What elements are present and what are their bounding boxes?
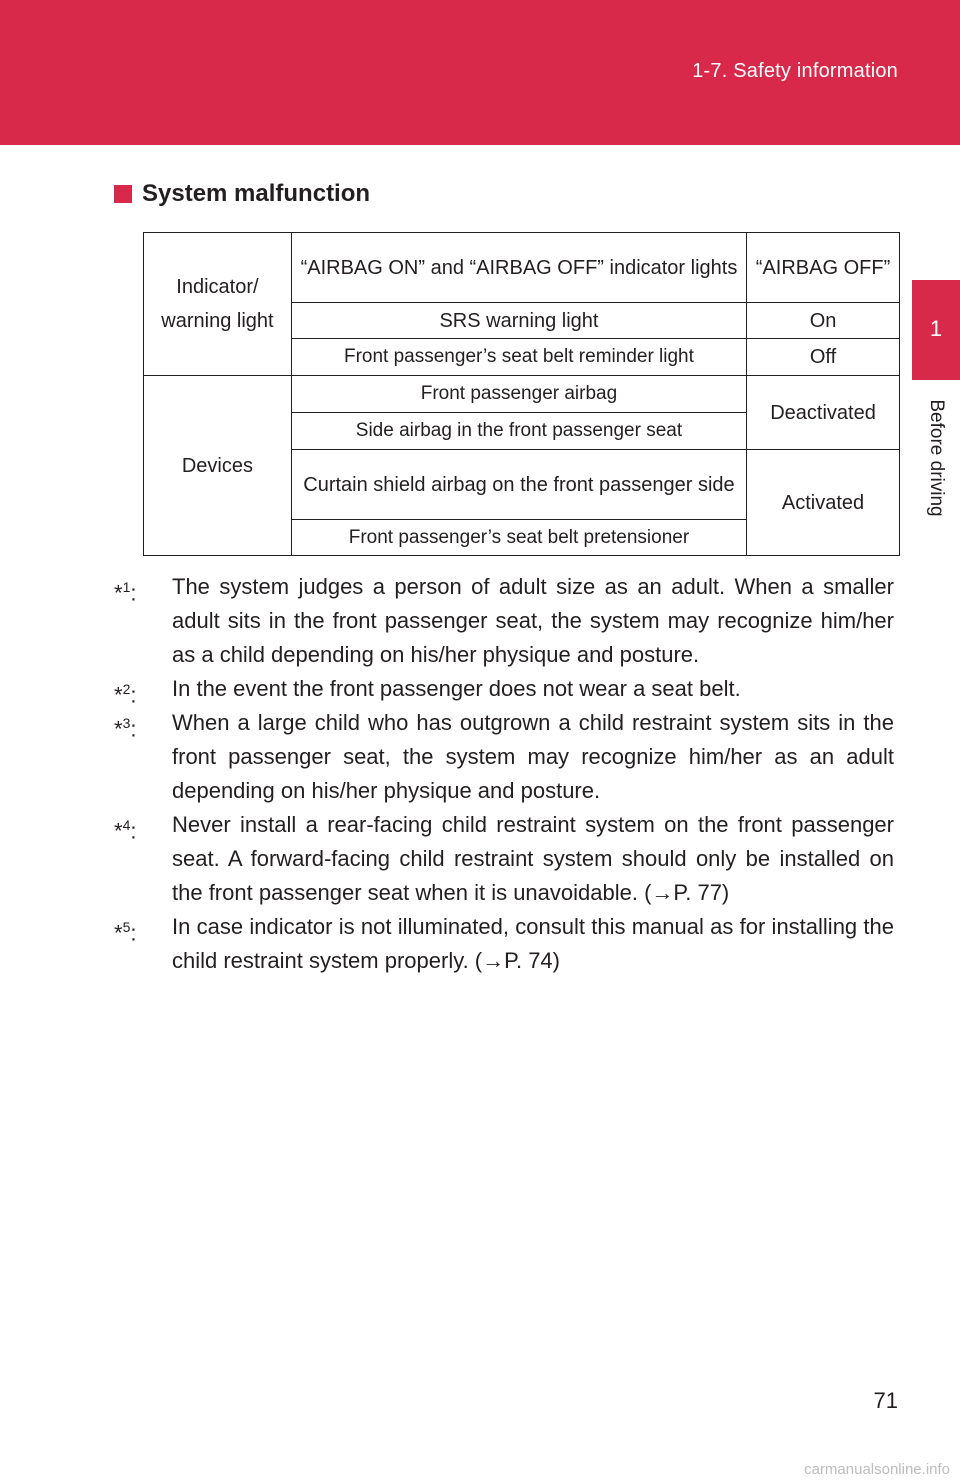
watermark: carmanualsonline.info — [804, 1461, 950, 1478]
footnote — [114, 910, 894, 978]
footnotes — [114, 570, 894, 978]
chapter-tab[interactable] — [912, 280, 960, 380]
footnote-marker: *$^2$: — [114, 681, 137, 708]
footnote — [114, 570, 894, 672]
srs-label: SRS warning light — [291, 303, 746, 339]
belt-reminder-label: Front passenger’s seat belt reminder light — [291, 339, 746, 376]
footnote-text: The system judges a person of adult size as an adult. When a smaller adult sits in the front passenger seat, the system may recognize him/her as a child depending on his/her physique and posture. — [172, 574, 894, 667]
section-heading — [114, 180, 370, 208]
footnote-marker: *$^5$: — [114, 919, 137, 946]
srs-status: On — [747, 303, 900, 339]
footnote-text: In case indicator is not illuminated, consult this manual as for installing the child restraint system properly. (→P. 74) — [172, 914, 894, 973]
header-band — [0, 0, 960, 145]
chapter-number: 1 — [929, 316, 943, 341]
airbag-lights-status: “AIRBAG OFF” — [747, 233, 900, 303]
header-section-title: 1-7. Safety information — [692, 60, 898, 82]
heading-square-icon — [114, 185, 132, 203]
belt-reminder-status: Off — [747, 339, 900, 376]
footnote — [114, 672, 894, 706]
curtain-airbag-label: Curtain shield airbag on the front passenger side — [291, 450, 746, 520]
chapter-title: Before driving — [926, 399, 947, 517]
devices-header: Devices — [144, 376, 292, 556]
section-title: System malfunction — [142, 180, 371, 207]
front-airbag-label: Front passenger airbag — [291, 376, 746, 413]
pretensioner-label: Front passenger’s seat belt pretensioner — [291, 520, 746, 556]
side-airbag-label: Side airbag in the front passenger seat — [291, 413, 746, 450]
indicator-header: Indicator/ warning light — [144, 233, 292, 376]
page-number: 71 — [873, 1388, 898, 1413]
footnote — [114, 808, 894, 910]
footnote-marker: *$^1$: — [114, 579, 137, 606]
airbag-lights-label: “AIRBAG ON” and “AIRBAG OFF” indicator lights — [291, 233, 746, 303]
footnote-text: Never install a rear-facing child restraint system on the front passenger seat. A forward-facing child restraint system should only be installed on the front passenger seat when it is unavoidable. (→P. 77) — [172, 812, 894, 905]
footnote-text: In the event the front passenger does not wear a seat belt. — [172, 676, 741, 701]
footnote-marker: *$^3$: — [114, 715, 137, 742]
footnote-text: When a large child who has outgrown a child restraint system sits in the front passenger seat, the system may recognize him/her as an adult depending on his/her physique and posture. — [172, 710, 894, 803]
footnote-marker: *$^4$: — [114, 817, 137, 844]
activated-status: Activated — [747, 450, 900, 556]
deactivated-status: Deactivated — [747, 376, 900, 450]
airbag-status-table — [143, 232, 900, 556]
footnote — [114, 706, 894, 808]
